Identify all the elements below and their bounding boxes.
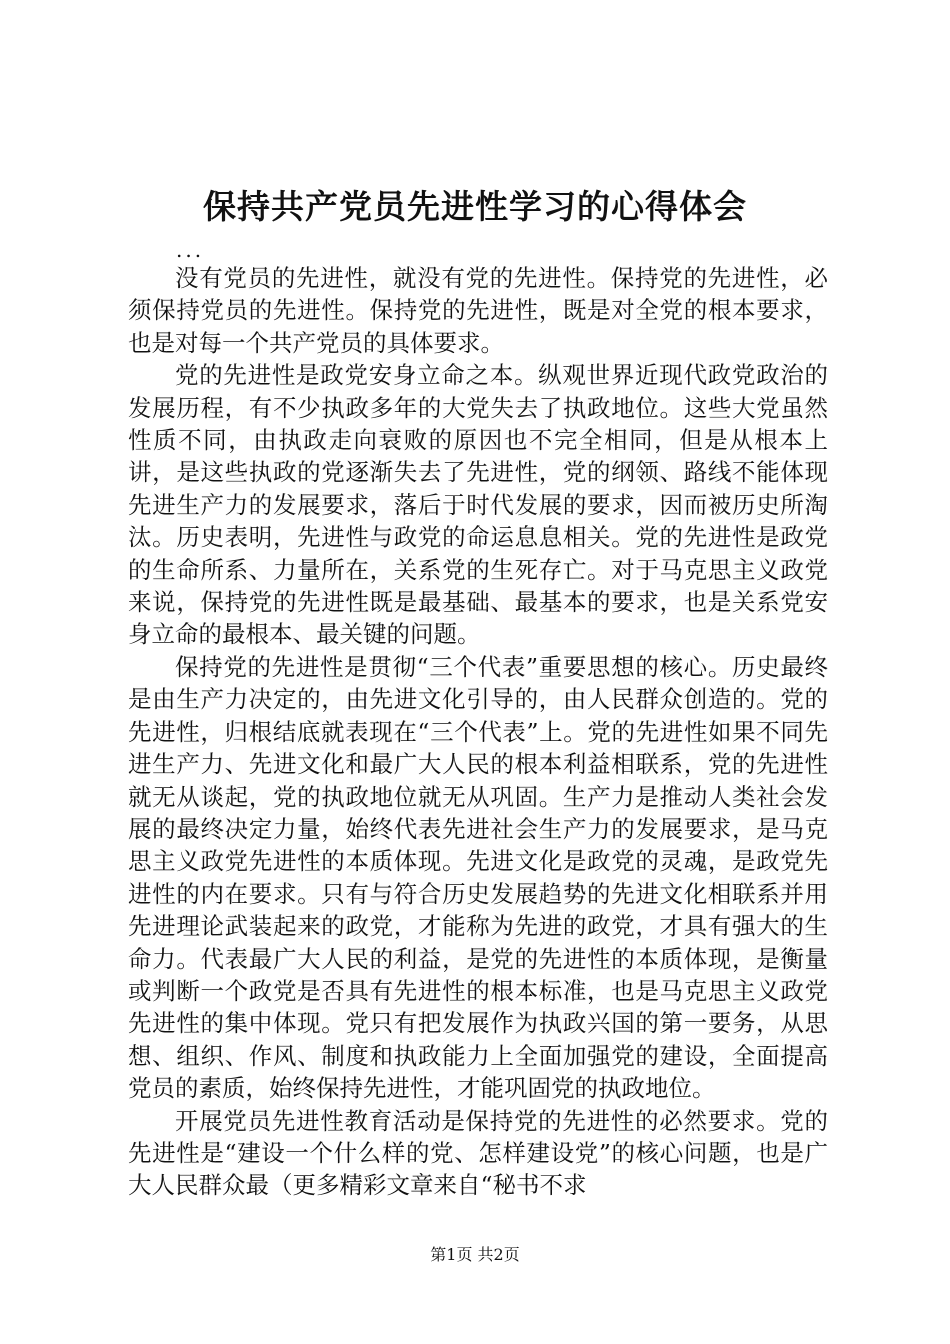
document-title: 保持共产党员先进性学习的心得体会 [203,187,747,226]
ellipsis-mark: ... [176,238,205,262]
page-number-footer: 第1页 共2页 [430,1245,520,1264]
paragraph-3: 保持党的先进性是贯彻“三个代表”重要思想的核心。历史最终是由生产力决定的，由先进文化引导的，由人民群众创造的。党的先进性，归根结底就表现在“三个代表”上。党的先进性如果不同先进生产力、先进文化和最广大人民的根本利益相联系，党的先进性就无从谈起，党的执政地位就无从巩固。生产力是推动人类社会发展的最终决定力量，始终代表先进社会生产力的发展要求，是马克思主义政党先进性的本质体现。先进文化是政党的灵魂，是政党先进性的内在要求。只有与符合历史发展趋势的先进文化相联系并用先进理论武装起来的政党，才能称为先进的政党，才具有强大的生命力。代表最广大人民的利益，是党的先进性的本质体现，是衡量或判断一个政党是否具有先进性的根本标准，也是马克思主义政党先进性的集中体现。党只有把发展作为执政兴国的第一要务，从思想、组织、作风、制度和执政能力上全面加强党的建设，全面提高党员的素质，始终保持先进性，才能巩固党的执政地位。 [128,652,828,1103]
paragraph-1: 没有党员的先进性，就没有党的先进性。保持党的先进性，必须保持党员的先进性。保持党的先进性，既是对全党的根本要求，也是对每一个共产党员的具体要求。 [128,264,828,357]
paragraph-4: 开展党员先进性教育活动是保持党的先进性的必然要求。党的先进性是“建设一个什么样的党、怎样建设党”的核心问题，也是广大人民群众最（更多精彩文章来自“秘书不求 [128,1106,828,1200]
document-body [128,262,828,1202]
paragraph-2: 党的先进性是政党安身立命之本。纵观世界近现代政党政治的发展历程，有不少执政多年的大党失去了执政地位。这些大党虽然性质不同，由执政走向衰败的原因也不完全相同，但是从根本上讲，是这些执政的党逐渐失去了先进性，党的纲领、路线不能体现先进生产力的发展要求，落后于时代发展的要求，因而被历史所淘汰。历史表明，先进性与政党的命运息息相关。党的先进性是政党的生命所系、力量所在，关系党的生死存亡。对于马克思主义政党来说，保持党的先进性既是最基础、最基本的要求，也是关系党安身立命的最根本、最关键的问题。 [128,361,828,649]
